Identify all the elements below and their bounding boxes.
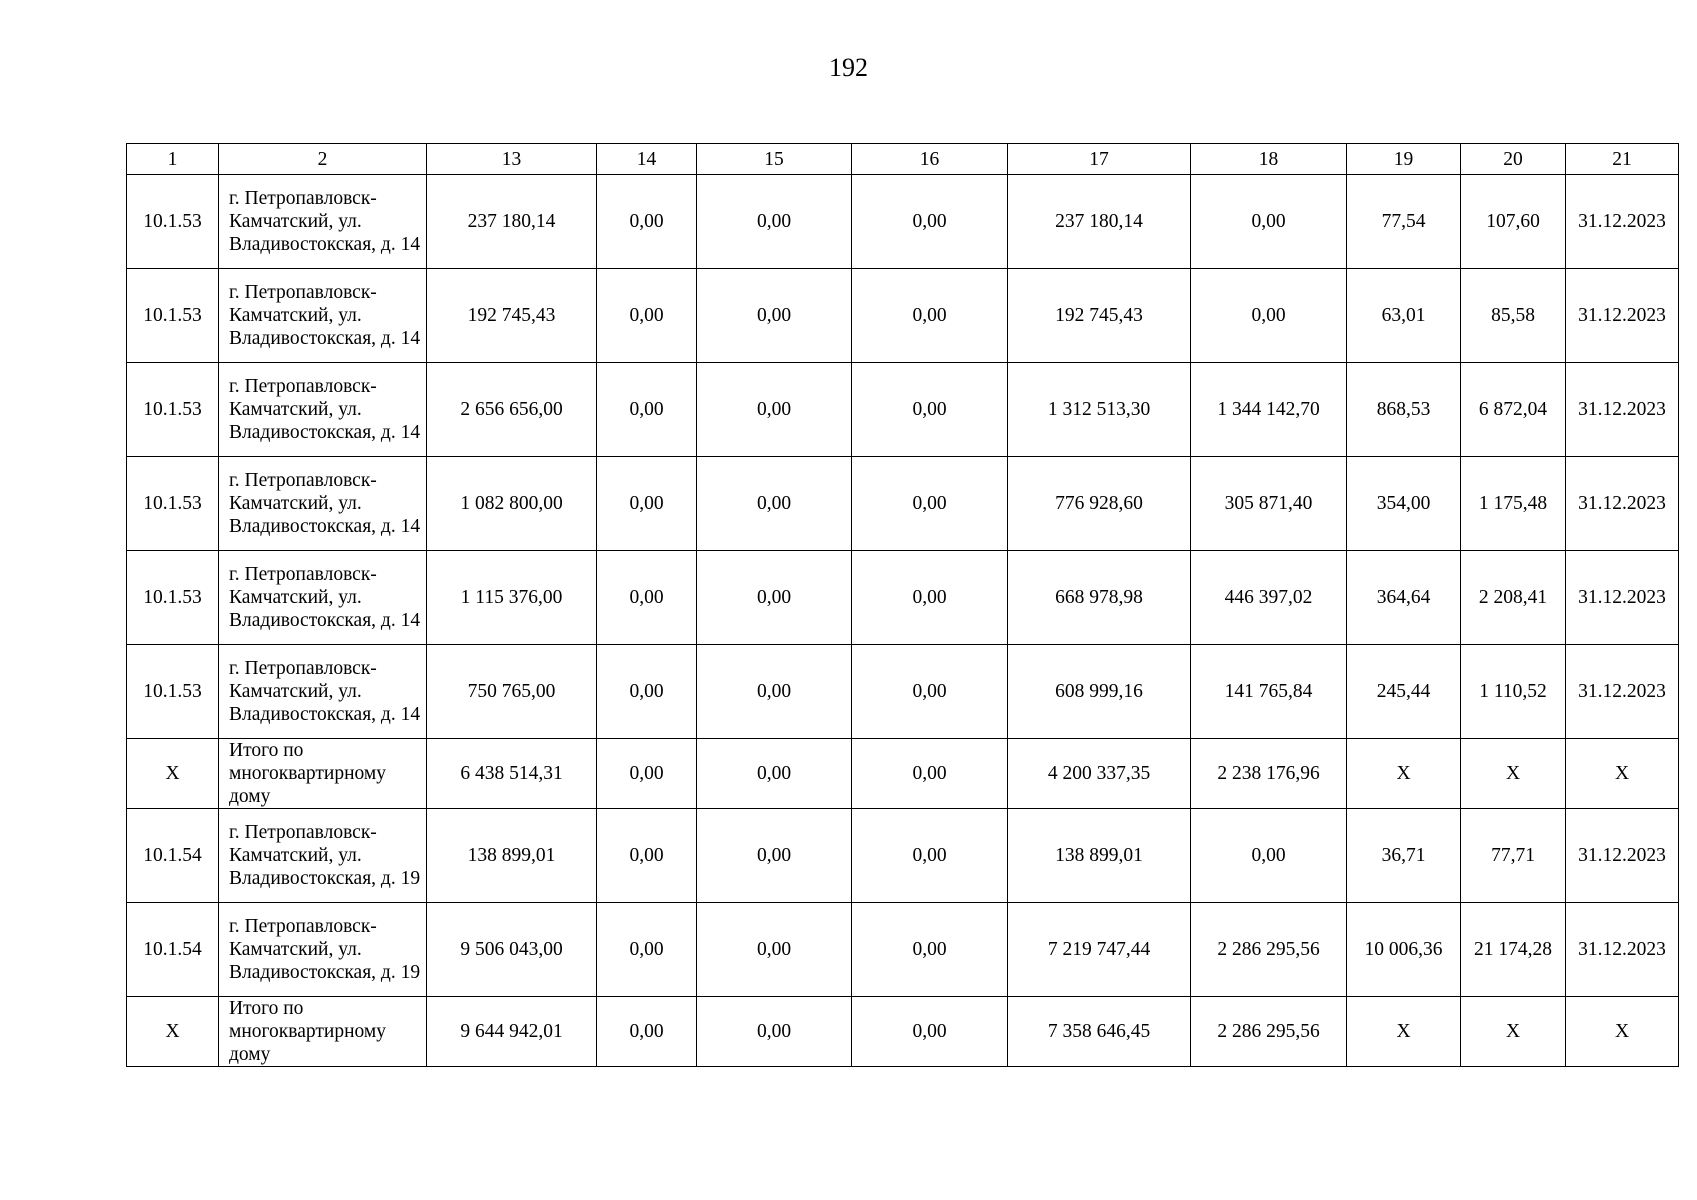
table-row xyxy=(127,809,1679,903)
deadline-cell: 31.12.2023 xyxy=(1566,645,1679,739)
total-row xyxy=(127,997,1679,1067)
unit-cost-cell: 10 006,36 xyxy=(1347,903,1461,997)
fund-cell: 0,00 xyxy=(697,551,852,645)
unit-cost-cell: 63,01 xyxy=(1347,269,1461,363)
total-cost-cell: 237 180,14 xyxy=(427,175,597,269)
unit-cost-cell: X xyxy=(1347,997,1461,1067)
column-header: 21 xyxy=(1566,144,1679,175)
column-header: 1 xyxy=(127,144,219,175)
fund-cell: 1 312 513,30 xyxy=(1008,363,1191,457)
fund-cell: 0,00 xyxy=(597,997,697,1067)
address-cell: г. Петропавловск-Камчатский, ул. Владивостокская, д. 14 xyxy=(219,457,427,551)
fund-cell: 0,00 xyxy=(697,645,852,739)
fund-cell: 776 928,60 xyxy=(1008,457,1191,551)
column-header: 18 xyxy=(1191,144,1347,175)
fund-cell: 0,00 xyxy=(852,809,1008,903)
deadline-cell: X xyxy=(1566,739,1679,809)
fund-cell: 0,00 xyxy=(1191,175,1347,269)
limit-cost-cell: 107,60 xyxy=(1461,175,1566,269)
unit-cost-cell: 36,71 xyxy=(1347,809,1461,903)
fund-cell: 0,00 xyxy=(697,175,852,269)
unit-cost-cell: X xyxy=(1347,739,1461,809)
deadline-cell: 31.12.2023 xyxy=(1566,457,1679,551)
column-header: 16 xyxy=(852,144,1008,175)
fund-cell: 0,00 xyxy=(597,903,697,997)
address-cell: Итого по многоквартирному дому xyxy=(219,739,427,809)
fund-cell: 0,00 xyxy=(597,739,697,809)
total-cost-cell: 750 765,00 xyxy=(427,645,597,739)
fund-cell: 608 999,16 xyxy=(1008,645,1191,739)
item-number-cell: 10.1.53 xyxy=(127,269,219,363)
column-header: 13 xyxy=(427,144,597,175)
address-cell: Итого по многоквартирному дому xyxy=(219,997,427,1067)
deadline-cell: 31.12.2023 xyxy=(1566,551,1679,645)
limit-cost-cell: X xyxy=(1461,739,1566,809)
fund-cell: 0,00 xyxy=(852,645,1008,739)
fund-cell: 0,00 xyxy=(597,269,697,363)
column-header: 2 xyxy=(219,144,427,175)
item-number-cell: 10.1.53 xyxy=(127,551,219,645)
fund-cell: 0,00 xyxy=(852,551,1008,645)
unit-cost-cell: 245,44 xyxy=(1347,645,1461,739)
fund-cell: 0,00 xyxy=(697,809,852,903)
limit-cost-cell: 2 208,41 xyxy=(1461,551,1566,645)
column-header: 14 xyxy=(597,144,697,175)
fund-cell: 237 180,14 xyxy=(1008,175,1191,269)
deadline-cell: 31.12.2023 xyxy=(1566,809,1679,903)
fund-cell: 0,00 xyxy=(697,363,852,457)
fund-cell: 7 219 747,44 xyxy=(1008,903,1191,997)
page-number: 192 xyxy=(829,53,868,82)
limit-cost-cell: 6 872,04 xyxy=(1461,363,1566,457)
total-cost-cell: 1 115 376,00 xyxy=(427,551,597,645)
fund-cell: 0,00 xyxy=(1191,809,1347,903)
unit-cost-cell: 77,54 xyxy=(1347,175,1461,269)
total-cost-cell: 9 644 942,01 xyxy=(427,997,597,1067)
fund-cell: 4 200 337,35 xyxy=(1008,739,1191,809)
column-header: 20 xyxy=(1461,144,1566,175)
fund-cell: 0,00 xyxy=(697,739,852,809)
item-number-cell: X xyxy=(127,739,219,809)
item-number-cell: 10.1.54 xyxy=(127,809,219,903)
fund-cell: 0,00 xyxy=(697,903,852,997)
limit-cost-cell: X xyxy=(1461,997,1566,1067)
item-number-cell: 10.1.53 xyxy=(127,175,219,269)
limit-cost-cell: 85,58 xyxy=(1461,269,1566,363)
fund-cell: 0,00 xyxy=(1191,269,1347,363)
fund-cell: 7 358 646,45 xyxy=(1008,997,1191,1067)
column-header: 15 xyxy=(697,144,852,175)
address-cell: г. Петропавловск-Камчатский, ул. Владивостокская, д. 14 xyxy=(219,175,427,269)
item-number-cell: 10.1.53 xyxy=(127,363,219,457)
fund-cell: 446 397,02 xyxy=(1191,551,1347,645)
item-number-cell: X xyxy=(127,997,219,1067)
address-cell: г. Петропавловск-Камчатский, ул. Владивостокская, д. 14 xyxy=(219,363,427,457)
fund-cell: 0,00 xyxy=(852,363,1008,457)
item-number-cell: 10.1.53 xyxy=(127,457,219,551)
column-header: 19 xyxy=(1347,144,1461,175)
fund-cell: 0,00 xyxy=(697,457,852,551)
table-row xyxy=(127,363,1679,457)
table-row xyxy=(127,645,1679,739)
fund-cell: 0,00 xyxy=(597,809,697,903)
header-row xyxy=(127,144,1679,175)
deadline-cell: 31.12.2023 xyxy=(1566,363,1679,457)
fund-cell: 0,00 xyxy=(852,739,1008,809)
total-cost-cell: 9 506 043,00 xyxy=(427,903,597,997)
fund-cell: 0,00 xyxy=(852,903,1008,997)
total-cost-cell: 2 656 656,00 xyxy=(427,363,597,457)
fund-cell: 0,00 xyxy=(597,645,697,739)
fund-cell: 0,00 xyxy=(597,457,697,551)
deadline-cell: X xyxy=(1566,997,1679,1067)
item-number-cell: 10.1.54 xyxy=(127,903,219,997)
item-number-cell: 10.1.53 xyxy=(127,645,219,739)
fund-cell: 2 238 176,96 xyxy=(1191,739,1347,809)
address-cell: г. Петропавловск-Камчатский, ул. Владивостокская, д. 19 xyxy=(219,809,427,903)
fund-cell: 0,00 xyxy=(852,175,1008,269)
column-header: 17 xyxy=(1008,144,1191,175)
total-cost-cell: 192 745,43 xyxy=(427,269,597,363)
table-row xyxy=(127,175,1679,269)
table-row xyxy=(127,551,1679,645)
fund-cell: 0,00 xyxy=(697,997,852,1067)
table-row xyxy=(127,457,1679,551)
table-row xyxy=(127,269,1679,363)
fund-cell: 0,00 xyxy=(697,269,852,363)
fund-cell: 141 765,84 xyxy=(1191,645,1347,739)
fund-cell: 1 344 142,70 xyxy=(1191,363,1347,457)
limit-cost-cell: 1 175,48 xyxy=(1461,457,1566,551)
deadline-cell: 31.12.2023 xyxy=(1566,175,1679,269)
fund-cell: 668 978,98 xyxy=(1008,551,1191,645)
unit-cost-cell: 364,64 xyxy=(1347,551,1461,645)
total-cost-cell: 1 082 800,00 xyxy=(427,457,597,551)
table-row xyxy=(127,903,1679,997)
fund-cell: 2 286 295,56 xyxy=(1191,903,1347,997)
address-cell: г. Петропавловск-Камчатский, ул. Владивостокская, д. 14 xyxy=(219,551,427,645)
address-cell: г. Петропавловск-Камчатский, ул. Владивостокская, д. 19 xyxy=(219,903,427,997)
total-cost-cell: 6 438 514,31 xyxy=(427,739,597,809)
fund-cell: 0,00 xyxy=(852,457,1008,551)
unit-cost-cell: 354,00 xyxy=(1347,457,1461,551)
deadline-cell: 31.12.2023 xyxy=(1566,269,1679,363)
total-row xyxy=(127,739,1679,809)
fund-cell: 0,00 xyxy=(597,551,697,645)
fund-cell: 0,00 xyxy=(597,175,697,269)
fund-cell: 0,00 xyxy=(852,997,1008,1067)
data-table xyxy=(126,143,1679,1067)
fund-cell: 0,00 xyxy=(597,363,697,457)
address-cell: г. Петропавловск-Камчатский, ул. Владивостокская, д. 14 xyxy=(219,645,427,739)
deadline-cell: 31.12.2023 xyxy=(1566,903,1679,997)
fund-cell: 138 899,01 xyxy=(1008,809,1191,903)
fund-cell: 305 871,40 xyxy=(1191,457,1347,551)
limit-cost-cell: 77,71 xyxy=(1461,809,1566,903)
fund-cell: 192 745,43 xyxy=(1008,269,1191,363)
address-cell: г. Петропавловск-Камчатский, ул. Владивостокская, д. 14 xyxy=(219,269,427,363)
limit-cost-cell: 21 174,28 xyxy=(1461,903,1566,997)
fund-cell: 2 286 295,56 xyxy=(1191,997,1347,1067)
fund-cell: 0,00 xyxy=(852,269,1008,363)
limit-cost-cell: 1 110,52 xyxy=(1461,645,1566,739)
total-cost-cell: 138 899,01 xyxy=(427,809,597,903)
unit-cost-cell: 868,53 xyxy=(1347,363,1461,457)
